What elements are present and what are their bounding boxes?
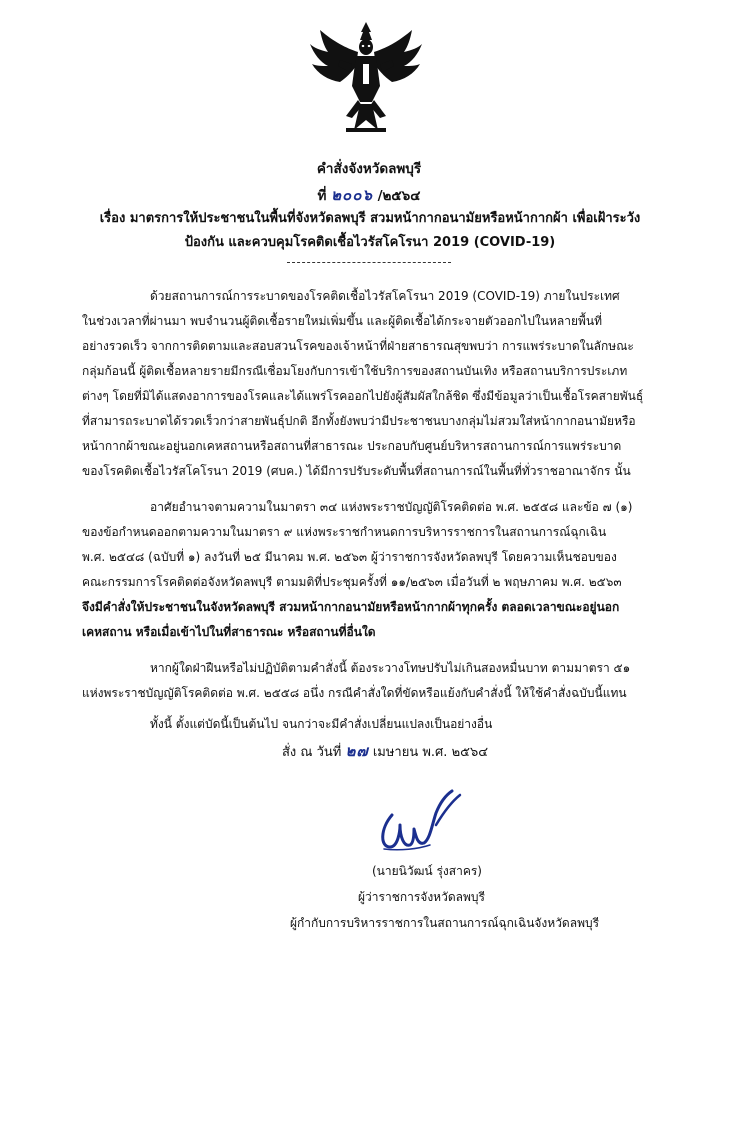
para1-line: ในช่วงเวลาที่ผ่านมา พบจำนวนผู้ติดเชื้อรายใหม่เพิ่มขึ้น และผู้ติดเชื้อได้กระจายตัวออกไปในหลายพื้นที่ — [82, 314, 603, 328]
order-number-prefix: ที่ — [317, 188, 327, 204]
para2-line: อาศัยอำนาจตามความในมาตรา ๓๔ แห่งพระราชบัญญัติโรคติดต่อ พ.ศ. ๒๕๕๘ และข้อ ๗ (๑) — [150, 500, 633, 514]
para2-line: คณะกรรมการโรคติดต่อจังหวัดลพบุรี ตามมติที่ประชุมครั้งที่ ๑๑/๒๕๖๓ เมื่อวันที่ ๒ พฤษภาคม พ.ศ. ๒๕๖๓ — [82, 575, 622, 589]
signatory-emergency-role: ผู้กำกับการบริหารราชการในสถานการณ์ฉุกเฉินจังหวัดลพบุรี — [290, 916, 600, 930]
order-date — [282, 743, 488, 761]
para1-line: กลุ่มก้อนนี้ ผู้ติดเชื้อหลายรายมีกรณีเชื่อมโยงกับการเข้าใช้บริการของสถานบันเทิง หรือสถานบริการประเภท — [82, 364, 628, 378]
para1-line: ต่างๆ โดยที่มิได้แสดงอาการของโรคและได้แพร่โรคออกไปยังผู้สัมผัสใกล้ชิด ซึ่งมีข้อมูลว่าเป็นเชื้อโรคสายพันธุ์ — [82, 389, 644, 403]
order-date-day-handwritten: ๒๗ — [345, 742, 369, 760]
para4-line: ทั้งนี้ ตั้งแต่บัดนี้เป็นต้นไป จนกว่าจะมีคำสั่งเปลี่ยนแปลงเป็นอย่างอื่น — [150, 717, 493, 731]
order-directive-line: เคหสถาน หรือเมื่อเข้าไปในที่สาธารณะ หรือสถานที่อื่นใด — [82, 625, 376, 639]
order-number-suffix: /๒๕๖๔ — [377, 188, 421, 204]
order-directive-line: จึงมีคำสั่งให้ประชาชนในจังหวัดลพบุรี สวมหน้ากากอนามัยหรือหน้ากากผ้าทุกครั้ง ตลอดเวลาขณะอยู่นอก — [82, 600, 620, 614]
order-date-prefix: สั่ง ณ วันที่ — [282, 745, 342, 760]
para2-line: พ.ศ. ๒๕๔๘ (ฉบับที่ ๑) ลงวันที่ ๒๕ มีนาคม พ.ศ. ๒๕๖๓ ผู้ว่าราชการจังหวัดลพบุรี โดยความเห็นชอบของ — [82, 550, 617, 564]
para1-line: หน้ากากผ้าขณะอยู่นอกเคหสถานหรือสถานที่สาธารณะ ประกอบกับศูนย์บริหารสถานการณ์การแพร่ระบาด — [82, 439, 622, 453]
para1-line: ของโรคติดเชื้อไวรัสโคโรนา 2019 (ศบค.) ได้มีการปรับระดับพื้นที่สถานการณ์ในพื้นที่ทั่วราชอาณาจักร นั้น — [82, 464, 631, 478]
order-number — [0, 183, 738, 207]
signatory-position: ผู้ว่าราชการจังหวัดลพบุรี — [358, 890, 485, 904]
separator — [287, 262, 451, 263]
para1-line: ที่สามารถระบาดได้รวดเร็วกว่าสายพันธุ์ปกติ อีกทั้งยังพบว่ามีประชาชนบางกลุ่มไม่สวมใส่หน้ากากอนามัยหรือ — [82, 414, 636, 428]
handwritten-signature — [370, 785, 470, 855]
subject-line-1: เรื่อง มาตรการให้ประชาชนในพื้นที่จังหวัดลพบุรี สวมหน้ากากอนามัยหรือหน้ากากผ้า เพื่อเฝ้าระวัง — [99, 211, 641, 226]
order-title: คำสั่งจังหวัดลพบุรี — [316, 161, 422, 177]
para1-line: อย่างรวดเร็ว จากการติดตามและสอบสวนโรคของเจ้าหน้าที่ฝ่ายสาธารณสุขพบว่า การแพร่ระบาดในลักษณะ — [82, 339, 634, 353]
para2-line: ของข้อกำหนดออกตามความในมาตรา ๙ แห่งพระราชกำหนดการบริหารราชการในสถานการณ์ฉุกเฉิน — [82, 525, 607, 539]
para3-line: แห่งพระราชบัญญัติโรคติดต่อ พ.ศ. ๒๕๕๘ อนึ่ง กรณีคำสั่งใดที่ขัดหรือแย้งกับคำสั่งนี้ ให้ใช้คำสั่งฉบับนี้แทน — [82, 686, 627, 700]
subject-line-2: ป้องกัน และควบคุมโรคติดเชื้อไวรัสโคโรนา 2019 (COVID-19) — [184, 235, 556, 250]
order-date-rest: เมษายน พ.ศ. ๒๕๖๔ — [372, 745, 489, 760]
garuda-emblem-icon — [306, 20, 426, 135]
para1-line: ด้วยสถานการณ์การระบาดของโรคติดเชื้อไวรัสโคโรนา 2019 (COVID-19) ภายในประเทศ — [150, 289, 620, 303]
para3-line: หากผู้ใดฝ่าฝืนหรือไม่ปฏิบัติตามคำสั่งนี้ ต้องระวางโทษปรับไม่เกินสองหมื่นบาท ตามมาตรา ๕๑ — [150, 661, 631, 675]
order-number-handwritten: ๒๐๐๖ — [331, 186, 373, 204]
signatory-name: (นายนิวัฒน์ รุ่งสาคร) — [372, 864, 482, 878]
